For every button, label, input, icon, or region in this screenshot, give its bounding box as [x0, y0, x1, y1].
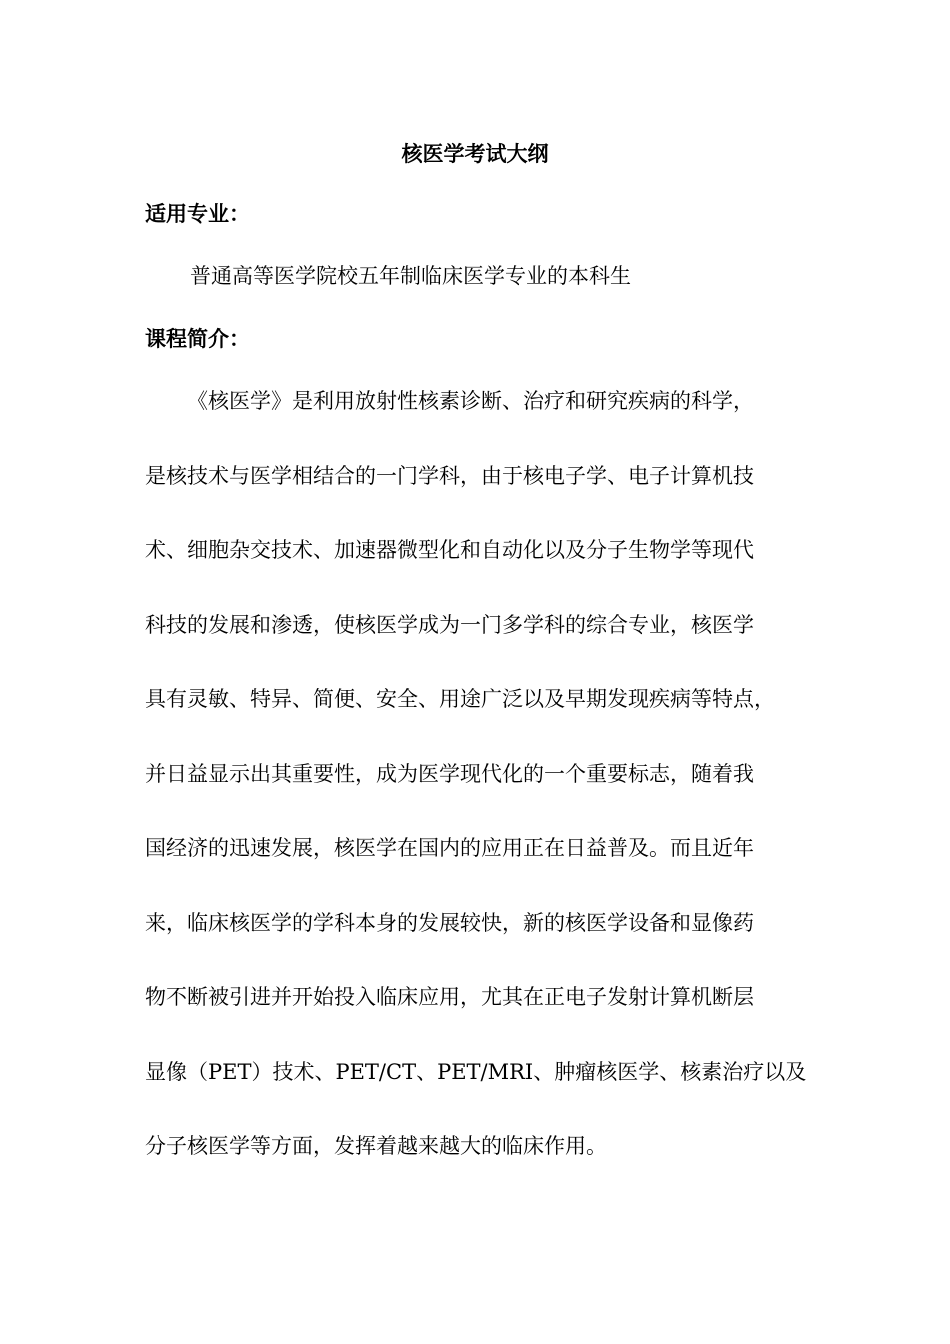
intro-line: 具有灵敏、特异、简便、安全、用途广泛以及早期发现疾病等特点， — [145, 687, 775, 711]
intro-line: 显像（PET）技术、PET/CT、PET/MRI、肿瘤核医学、核素治疗以及 — [145, 1059, 807, 1084]
major-heading: 适用专业： — [145, 202, 250, 226]
intro-heading: 课程简介： — [145, 327, 250, 351]
document-title: 核医学考试大纲 — [401, 142, 549, 166]
intro-line: 来，临床核医学的学科本身的发展较快，新的核医学设备和显像药 — [145, 910, 754, 935]
intro-line: 分子核医学等方面，发挥着越来越大的临床作用。 — [145, 1134, 607, 1158]
major-text: 普通高等医学院校五年制临床医学专业的本科生 — [190, 264, 631, 288]
intro-line: 《核医学》是利用放射性核素诊断、治疗和研究疾病的科学， — [187, 389, 754, 413]
intro-line: 是核技术与医学相结合的一门学科，由于核电子学、电子计算机技 — [145, 463, 754, 488]
intro-paragraph — [145, 387, 835, 1207]
intro-line: 并日益显示出其重要性，成为医学现代化的一个重要标志，随着我 — [145, 761, 754, 786]
intro-line: 国经济的迅速发展，核医学在国内的应用正在日益普及。而且近年 — [145, 836, 754, 860]
intro-line: 科技的发展和渗透，使核医学成为一门多学科的综合专业，核医学 — [145, 612, 754, 637]
intro-line: 术、细胞杂交技术、加速器微型化和自动化以及分子生物学等现代 — [145, 538, 754, 562]
intro-line: 物不断被引进并开始投入临床应用，尤其在正电子发射计算机断层 — [145, 985, 754, 1009]
